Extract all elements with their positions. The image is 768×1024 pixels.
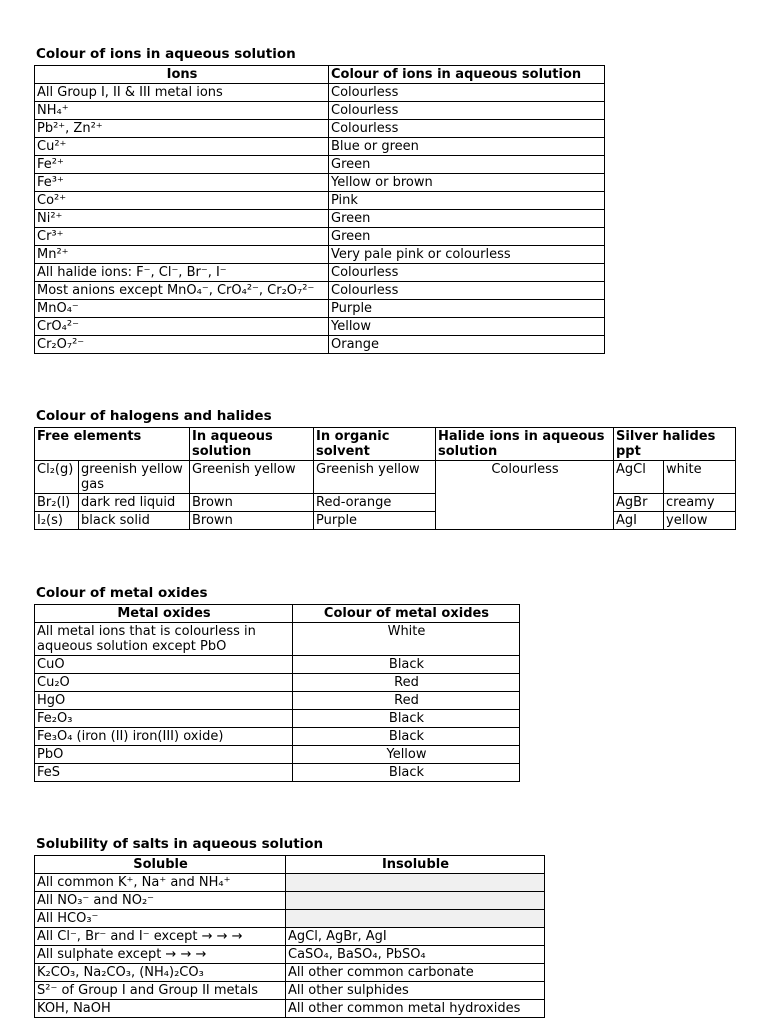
ion-cell: Co²⁺ <box>35 192 329 210</box>
metal-oxide-cell: HgO <box>35 692 293 710</box>
table-row <box>35 461 736 494</box>
element-formula-cell: Cl₂(g) <box>35 461 79 494</box>
ion-cell: Most anions except MnO₄⁻, CrO₄²⁻, Cr₂O₇²⁻ <box>35 282 329 300</box>
ion-cell: Cr³⁺ <box>35 228 329 246</box>
silver-halide-colour-cell: creamy <box>664 494 736 512</box>
table-row <box>35 692 520 710</box>
soluble-cell: All common K⁺, Na⁺ and NH₄⁺ <box>35 874 286 892</box>
ion-colour-cell: Colourless <box>329 84 605 102</box>
aqueous-colour-cell: Brown <box>190 494 314 512</box>
halogens-title: Colour of halogens and halides <box>36 408 272 424</box>
soluble-cell: S²⁻ of Group I and Group II metals <box>35 982 286 1000</box>
soluble-cell: All HCO₃⁻ <box>35 910 286 928</box>
ion-cell: Ni²⁺ <box>35 210 329 228</box>
solubility-table <box>34 855 545 1018</box>
ion-cell: All Group I, II & III metal ions <box>35 84 329 102</box>
table-row <box>35 318 605 336</box>
insoluble-cell: All other common metal hydroxides <box>286 1000 545 1018</box>
insoluble-cell: CaSO₄, BaSO₄, PbSO₄ <box>286 946 545 964</box>
table-row <box>35 874 545 892</box>
table-row <box>35 192 605 210</box>
table-row <box>35 656 520 674</box>
ion-cell: All halide ions: F⁻, Cl⁻, Br⁻, I⁻ <box>35 264 329 282</box>
table-row <box>35 892 545 910</box>
ion-colour-cell: Orange <box>329 336 605 354</box>
halogens-table <box>34 427 736 530</box>
metal-oxide-cell: Cu₂O <box>35 674 293 692</box>
soluble-cell: All sulphate except → → → <box>35 946 286 964</box>
organic-colour-cell: Greenish yellow <box>314 461 436 494</box>
solubility-section <box>34 837 545 1018</box>
organic-header: In organic solvent <box>314 428 436 461</box>
ion-colour-cell: Yellow or brown <box>329 174 605 192</box>
ion-colour-cell: Purple <box>329 300 605 318</box>
insoluble-cell: All other common carbonate <box>286 964 545 982</box>
ion-cell: Pb²⁺, Zn²⁺ <box>35 120 329 138</box>
oxides-table <box>34 604 520 782</box>
metal-oxide-cell: FeS <box>35 764 293 782</box>
ion-cell: Mn²⁺ <box>35 246 329 264</box>
oxides-title: Colour of metal oxides <box>36 585 208 601</box>
table-row <box>35 512 736 530</box>
table-row <box>35 910 545 928</box>
table-header-row <box>35 428 736 461</box>
oxides-table-body <box>35 623 520 782</box>
soluble-header: Soluble <box>35 856 286 874</box>
metal-oxide-cell: Fe₃O₄ (iron (II) iron(III) oxide) <box>35 728 293 746</box>
ions-colour-header: Colour of ions in aqueous solution <box>329 66 605 84</box>
table-row <box>35 174 605 192</box>
metal-oxide-cell: CuO <box>35 656 293 674</box>
silver-halide-colour-cell: yellow <box>664 512 736 530</box>
insoluble-cell <box>286 874 545 892</box>
oxide-colour-cell: Black <box>293 710 520 728</box>
table-row <box>35 1000 545 1018</box>
silver-halide-cell: AgBr <box>614 494 664 512</box>
silver-halide-cell: AgI <box>614 512 664 530</box>
silver-halide-cell: AgCl <box>614 461 664 494</box>
element-state-cell: greenish yellow gas <box>79 461 190 494</box>
ion-colour-cell: Green <box>329 228 605 246</box>
halogens-section <box>34 409 736 530</box>
ion-cell: Fe²⁺ <box>35 156 329 174</box>
ion-colour-cell: Blue or green <box>329 138 605 156</box>
table-row <box>35 246 605 264</box>
metal-oxide-cell: PbO <box>35 746 293 764</box>
insoluble-header: Insoluble <box>286 856 545 874</box>
ion-colour-cell: Pink <box>329 192 605 210</box>
halide-ions-colour-cell: Colourless <box>436 461 614 530</box>
oxide-colour-header: Colour of metal oxides <box>293 605 520 623</box>
organic-colour-cell: Red-orange <box>314 494 436 512</box>
table-row <box>35 623 520 656</box>
element-state-cell: black solid <box>79 512 190 530</box>
table-row <box>35 982 545 1000</box>
soluble-cell: All Cl⁻, Br⁻ and I⁻ except → → → <box>35 928 286 946</box>
organic-colour-cell: Purple <box>314 512 436 530</box>
ion-colour-cell: Very pale pink or colourless <box>329 246 605 264</box>
ion-cell: CrO₄²⁻ <box>35 318 329 336</box>
oxides-section <box>34 586 520 782</box>
table-row <box>35 156 605 174</box>
table-row <box>35 946 545 964</box>
oxide-colour-cell: White <box>293 623 520 656</box>
metal-oxide-cell: Fe₂O₃ <box>35 710 293 728</box>
oxide-colour-cell: Black <box>293 656 520 674</box>
table-row <box>35 138 605 156</box>
solubility-table-body <box>35 874 545 1018</box>
insoluble-cell: AgCl, AgBr, AgI <box>286 928 545 946</box>
soluble-cell: All NO₃⁻ and NO₂⁻ <box>35 892 286 910</box>
metal-oxide-cell: All metal ions that is colourless in aqueous solution except PbO <box>35 623 293 656</box>
table-row <box>35 964 545 982</box>
ions-table <box>34 65 605 354</box>
table-row <box>35 710 520 728</box>
oxide-colour-cell: Yellow <box>293 746 520 764</box>
table-row <box>35 264 605 282</box>
table-row <box>35 494 736 512</box>
ion-cell: MnO₄⁻ <box>35 300 329 318</box>
metal-oxides-header: Metal oxides <box>35 605 293 623</box>
silver-halide-colour-cell: white <box>664 461 736 494</box>
table-row <box>35 764 520 782</box>
ions-table-body <box>35 84 605 354</box>
oxide-colour-cell: Red <box>293 692 520 710</box>
aqueous-colour-cell: Brown <box>190 512 314 530</box>
halogens-table-body <box>35 461 736 530</box>
free-elements-header: Free elements <box>35 428 190 461</box>
ion-cell: NH₄⁺ <box>35 102 329 120</box>
ion-colour-cell: Green <box>329 210 605 228</box>
table-row <box>35 674 520 692</box>
table-row <box>35 336 605 354</box>
element-formula-cell: I₂(s) <box>35 512 79 530</box>
insoluble-cell <box>286 910 545 928</box>
oxide-colour-cell: Black <box>293 728 520 746</box>
table-row <box>35 228 605 246</box>
aqueous-colour-cell: Greenish yellow <box>190 461 314 494</box>
ion-cell: Cu²⁺ <box>35 138 329 156</box>
ion-colour-cell: Colourless <box>329 282 605 300</box>
table-row <box>35 102 605 120</box>
element-state-cell: dark red liquid <box>79 494 190 512</box>
ions-header: Ions <box>35 66 329 84</box>
ion-colour-cell: Green <box>329 156 605 174</box>
table-row <box>35 282 605 300</box>
solubility-title: Solubility of salts in aqueous solution <box>36 836 324 852</box>
table-row <box>35 928 545 946</box>
ion-cell: Fe³⁺ <box>35 174 329 192</box>
element-formula-cell: Br₂(l) <box>35 494 79 512</box>
oxide-colour-cell: Black <box>293 764 520 782</box>
table-row <box>35 120 605 138</box>
table-row <box>35 746 520 764</box>
soluble-cell: K₂CO₃, Na₂CO₃, (NH₄)₂CO₃ <box>35 964 286 982</box>
ion-colour-cell: Colourless <box>329 264 605 282</box>
oxide-colour-cell: Red <box>293 674 520 692</box>
table-row <box>35 300 605 318</box>
silver-halides-header: Silver halides ppt <box>614 428 736 461</box>
table-row <box>35 728 520 746</box>
table-header-row <box>35 66 605 84</box>
ion-cell: Cr₂O₇²⁻ <box>35 336 329 354</box>
ions-section <box>34 47 605 354</box>
table-row <box>35 210 605 228</box>
insoluble-cell <box>286 892 545 910</box>
aqueous-header: In aqueous solution <box>190 428 314 461</box>
table-header-row <box>35 856 545 874</box>
halide-ions-header: Halide ions in aqueous solution <box>436 428 614 461</box>
ions-title: Colour of ions in aqueous solution <box>36 46 296 62</box>
ion-colour-cell: Colourless <box>329 120 605 138</box>
soluble-cell: KOH, NaOH <box>35 1000 286 1018</box>
table-row <box>35 84 605 102</box>
ion-colour-cell: Yellow <box>329 318 605 336</box>
ion-colour-cell: Colourless <box>329 102 605 120</box>
table-header-row <box>35 605 520 623</box>
insoluble-cell: All other sulphides <box>286 982 545 1000</box>
